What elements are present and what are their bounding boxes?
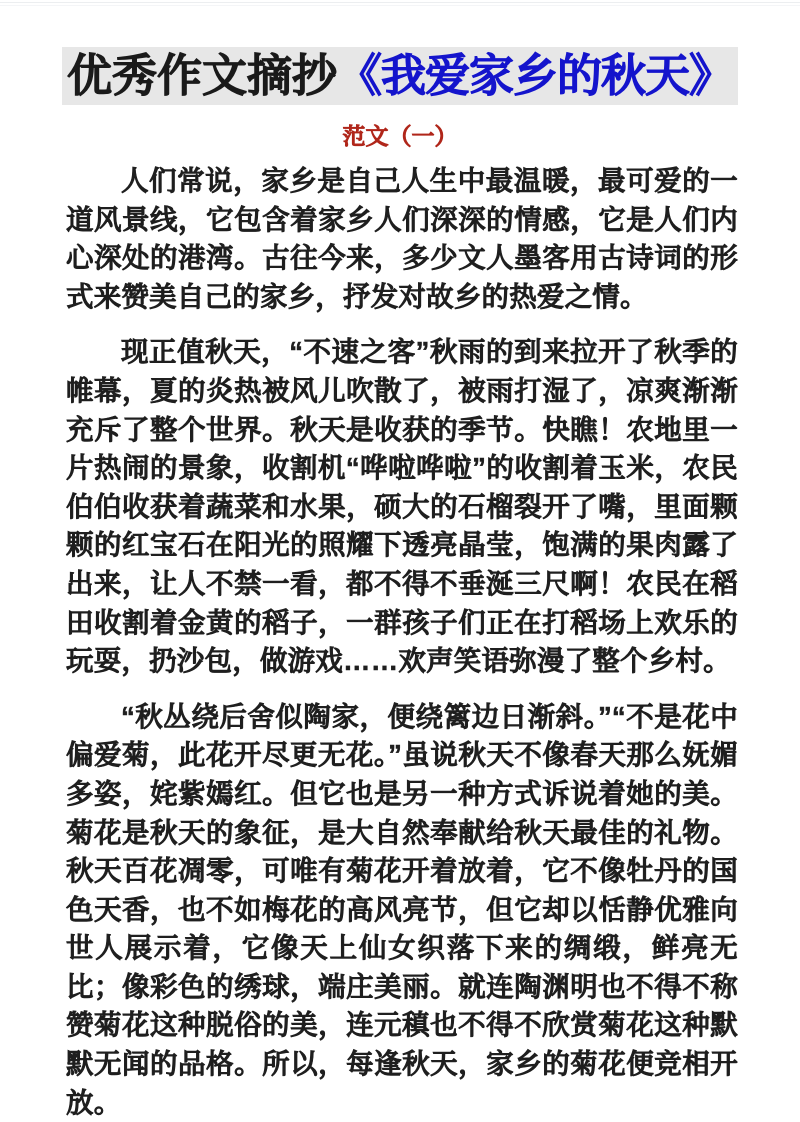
top-divider-line-secondary [0, 5, 800, 6]
document-body [66, 162, 738, 1122]
document-title [0, 47, 800, 105]
document-subtitle: 范文（一） [342, 123, 458, 149]
top-divider-line [0, 2, 800, 3]
body-paragraph: 人们常说，家乡是自己人生中最温暖，最可爱的一道风景线，它包含着家乡人们深深的情感，它是人们内心深处的港湾。古往今来，多少文人墨客用古诗词的形式来赞美自己的家乡，抒发对故乡的热爱之情。 [66, 165, 738, 312]
body-paragraph: 现正值秋天，“不速之客”秋雨的到来拉开了秋季的帷幕，夏的炎热被风儿吹散了，被雨打湿了，凉爽渐渐充斥了整个世界。秋天是收获的季节。快瞧！农地里一片热闹的景象，收割机“哗啦哗啦”的收割着玉米，农民伯伯收获着蔬菜和水果，硕大的石榴裂开了嘴，里面颗颗的红宝石在阳光的照耀下透亮晶莹，饱满的果肉露了出来，让人不禁一看，都不得不垂涎三尺啊！农民在稻田收割着金黄的稻子，一群孩子们正在打稻场上欢乐的玩耍，扔沙包，做游戏……欢声笑语弥漫了整个乡村。 [66, 336, 738, 677]
title-prefix-text: 优秀作文摘抄 [66, 50, 337, 101]
body-paragraph: “秋丛绕后舍似陶家，便绕篱边日渐斜。”“不是花中偏爱菊，此花开尽更无花。”虽说秋天不像春天那么妩媚多姿，姹紫嫣红。但它也是另一种方式诉说着她的美。菊花是秋天的象征，是大自然奉献给秋天最佳的礼物。秋天百花凋零，可唯有菊花开着放着，它不像牡丹的国色天香，也不如梅花的高风亮节，但它却以恬静优雅向世人展示着，它像天上仙女织落下来的绸缎，鲜亮无比；像彩色的绣球，端庄美丽。就连陶渊明也不得不称赞菊花这种脱俗的美，连元稹也不得不欣赏菊花这种默默无闻的品格。所以，每逢秋天，家乡的菊花便竞相开放。 [66, 700, 738, 1118]
title-book-name-text: 《我爱家乡的秋天》 [337, 50, 734, 101]
title-highlight-band [62, 47, 738, 105]
